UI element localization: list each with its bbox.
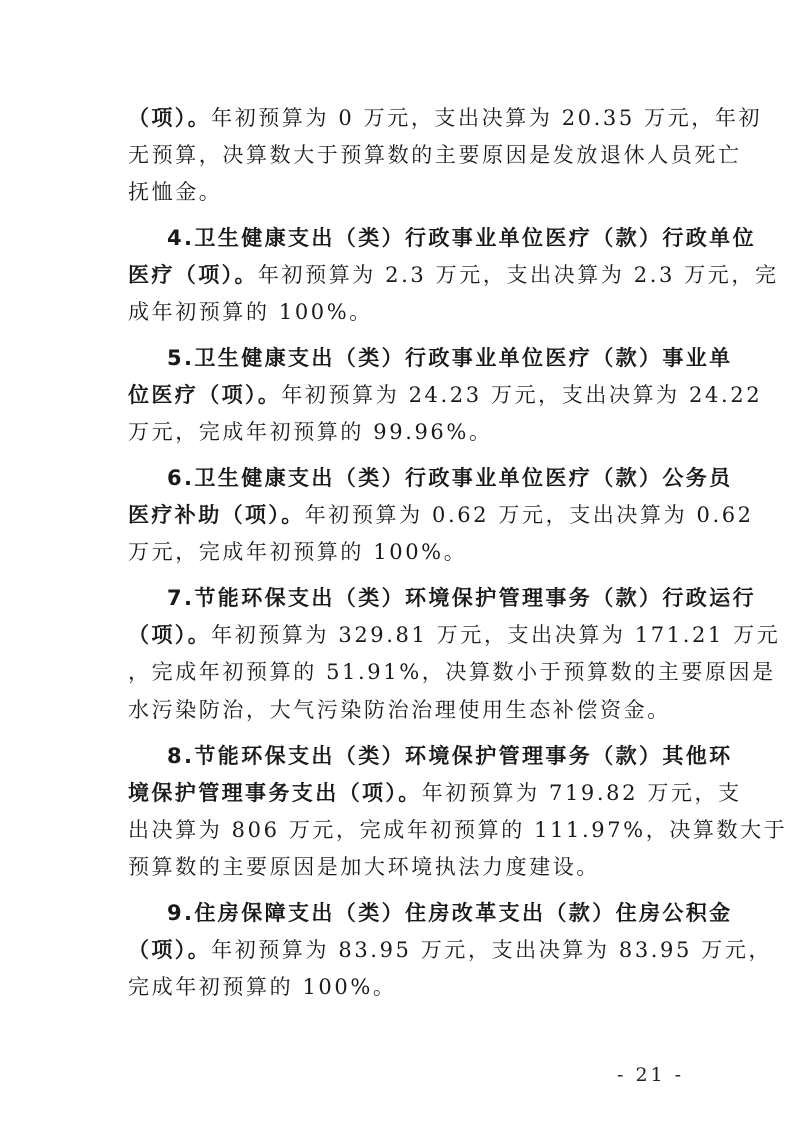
bold-heading-text: 8.节能环保支出（类）环境保护管理事务（款）其他环 <box>167 744 733 768</box>
page-number: - 21 - <box>617 1064 685 1086</box>
text-line <box>128 416 493 448</box>
text-line <box>128 814 787 846</box>
text-line <box>128 296 373 328</box>
body-text-span: 年初预算为 329.81 万元，支出决算为 171.21 万元 <box>211 623 781 647</box>
body-text-span: 年初预算为 83.95 万元，支出决算为 83.95 万元， <box>211 938 773 962</box>
body-text-span: 万元，完成年初预算的 99.96%。 <box>128 420 493 444</box>
bold-heading-text: 医疗补助（项）。 <box>128 503 305 527</box>
bold-heading-text: （项）。 <box>128 938 212 962</box>
body-text-span: 年初预算为 719.82 万元，支 <box>421 781 742 805</box>
text-line <box>128 851 600 883</box>
bold-heading-text: （项）。 <box>128 623 212 647</box>
text-line <box>128 934 772 966</box>
text-line <box>167 582 756 614</box>
bold-heading-text: 医疗（项）。 <box>128 263 258 287</box>
body-text-span: 年初预算为 24.23 万元，支出决算为 24.22 <box>281 383 763 407</box>
body-text-span: ，完成年初预算的 51.91%，决算数小于预算数的主要原因是 <box>128 660 776 684</box>
body-text-span: 年初预算为 0 万元，支出决算为 20.35 万元，年初 <box>211 106 763 130</box>
bold-heading-text: 5.卫生健康支出（类）行政事业单位医疗（款）事业单 <box>167 346 733 370</box>
bold-heading-text: 7.节能环保支出（类）环境保护管理事务（款）行政运行 <box>167 586 756 610</box>
text-line <box>128 102 762 134</box>
text-line <box>128 259 779 291</box>
body-text-span: 水污染防治，大气污染防治治理使用生态补偿资金。 <box>128 698 671 722</box>
body-text-span: 万元，完成年初预算的 100%。 <box>128 540 468 564</box>
bold-heading-text: 6.卫生健康支出（类）行政事业单位医疗（款）公务员 <box>167 466 733 490</box>
text-line <box>128 536 467 568</box>
text-line <box>128 694 671 726</box>
bold-heading-text: 位医疗（项）。 <box>128 383 282 407</box>
bold-heading-text: 9.住房保障支出（类）住房改革支出（款）住房公积金 <box>167 901 733 925</box>
body-text-span: 出决算为 806 万元，完成年初预算的 111.97%，决算数大于 <box>128 818 788 842</box>
text-line <box>128 176 222 208</box>
bold-heading-text: （项）。 <box>128 106 212 130</box>
text-line <box>128 971 397 1003</box>
bold-heading-text: 4.卫生健康支出（类）行政事业单位医疗（款）行政单位 <box>167 226 756 250</box>
text-line <box>128 379 762 411</box>
text-line <box>128 777 742 809</box>
body-text-span: 预算数的主要原因是加大环境执法力度建设。 <box>128 855 600 879</box>
text-line <box>167 462 733 494</box>
text-line <box>167 342 733 374</box>
body-text-span: 年初预算为 0.62 万元，支出决算为 0.62 <box>304 503 754 527</box>
body-text-span: 抚恤金。 <box>128 180 223 204</box>
bold-heading-text: 境保护管理事务支出（项）。 <box>128 781 422 805</box>
text-line <box>167 740 733 772</box>
text-line <box>128 619 780 651</box>
body-text-span: 无预算，决算数大于预算数的主要原因是发放退休人员死亡 <box>128 143 742 167</box>
text-line <box>128 656 776 688</box>
body-text-span: 年初预算为 2.3 万元，支出决算为 2.3 万元，完 <box>257 263 779 287</box>
body-text-span: 成年初预算的 100%。 <box>128 300 373 324</box>
text-line <box>167 222 756 254</box>
text-line <box>128 139 742 171</box>
body-text-span: 完成年初预算的 100%。 <box>128 975 397 999</box>
text-line <box>128 499 754 531</box>
text-line <box>167 897 733 929</box>
